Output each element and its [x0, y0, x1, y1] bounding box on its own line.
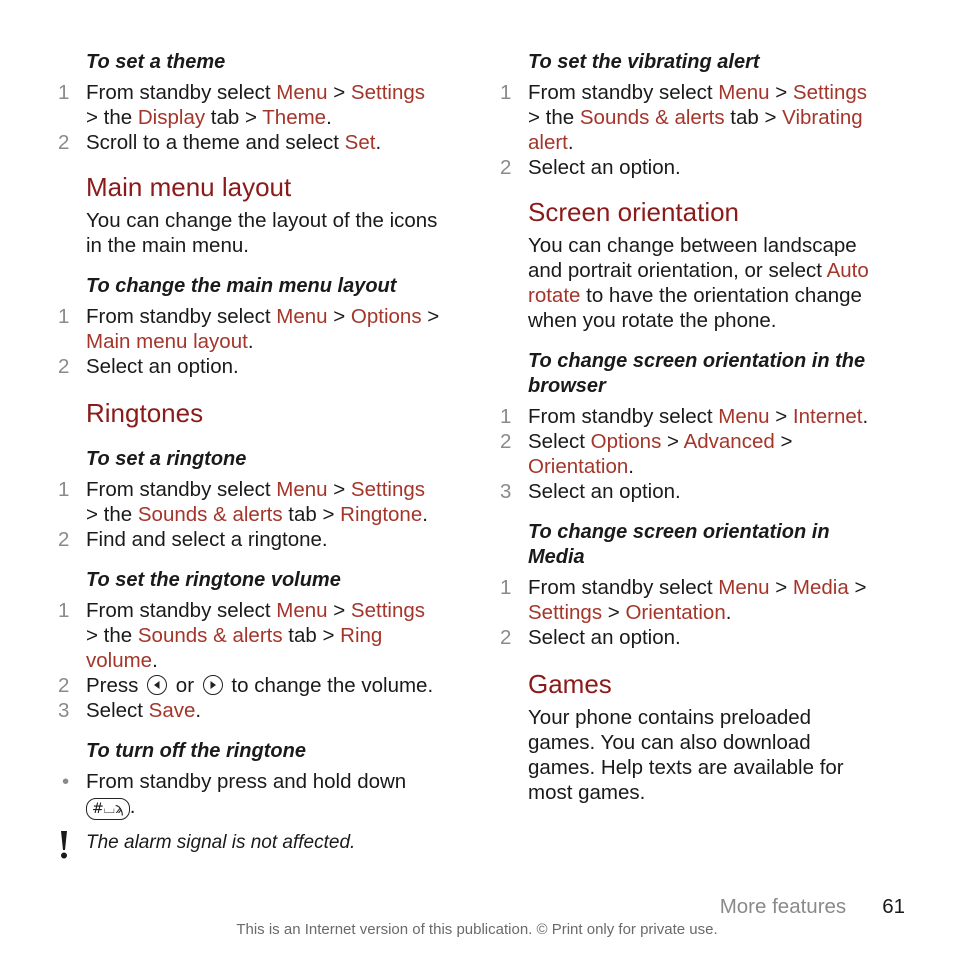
browser-orientation-step-3	[498, 479, 883, 504]
step-number: 1	[500, 81, 512, 104]
step-text: From standby select	[528, 576, 719, 599]
step-text: Select an option.	[528, 156, 681, 179]
section-name: More features	[719, 895, 847, 918]
menu-link: Menu	[276, 81, 328, 104]
step-number: 1	[58, 599, 70, 622]
separator: >	[848, 576, 867, 599]
step-text: From standby select	[86, 599, 277, 622]
separator: >	[769, 576, 793, 599]
step-text: Select	[528, 430, 591, 453]
media-orientation-step-2	[498, 625, 883, 650]
step-text: .	[129, 795, 136, 818]
sounds-alerts-link: Sounds & alerts	[137, 624, 283, 647]
turn-off-ringtone-title: To turn off the ringtone	[86, 740, 306, 762]
step-text: .	[375, 131, 382, 154]
step-text: From standby select	[86, 478, 277, 501]
separator: >	[602, 601, 626, 624]
screen-orientation-heading: Screen orientation	[528, 197, 740, 227]
step-number: 1	[500, 405, 512, 428]
settings-link: Settings	[350, 478, 425, 501]
options-link: Options	[350, 305, 422, 328]
menu-link: Menu	[276, 478, 328, 501]
separator: >	[327, 478, 351, 501]
media-link: Media	[792, 576, 849, 599]
set-ringtone-title: To set a ringtone	[86, 448, 247, 470]
note-text: The alarm signal is not affected.	[86, 832, 356, 853]
left-column	[56, 50, 441, 855]
step-text: tab >	[282, 624, 341, 647]
step-text: .	[422, 503, 428, 526]
vibrating-alert-link: Vibrating alert	[528, 106, 863, 154]
settings-link: Settings	[528, 601, 603, 624]
navigation-right-icon	[203, 675, 223, 695]
main-menu-heading: Main menu layout	[86, 172, 292, 202]
step-text: or	[170, 674, 200, 697]
page-number: 61	[882, 895, 905, 918]
settings-link: Settings	[350, 599, 425, 622]
browser-orientation-step-2	[498, 429, 883, 479]
step-text: Select	[86, 699, 149, 722]
options-link: Options	[590, 430, 662, 453]
theme-step-1	[56, 80, 441, 130]
separator: >	[327, 305, 351, 328]
step-text: .	[195, 699, 202, 722]
step-number: 2	[500, 430, 512, 453]
theme-link: Theme	[262, 106, 327, 129]
set-ringtone-step-1	[56, 477, 441, 527]
menu-link: Menu	[718, 81, 770, 104]
step-number: 3	[500, 480, 512, 503]
main-menu-layout-link: Main menu layout	[86, 330, 248, 353]
step-text: From standby select	[528, 405, 719, 428]
step-text: to change the volume.	[225, 674, 434, 697]
ringtone-link: Ringtone	[340, 503, 423, 526]
right-column	[498, 50, 883, 805]
step-text: tab >	[724, 106, 783, 129]
step-number: 2	[58, 674, 70, 697]
step-number: 2	[58, 131, 70, 154]
ringtone-volume-title: To set the ringtone volume	[86, 569, 341, 591]
ring-volume-link: Ring volume	[86, 624, 383, 672]
separator: >	[774, 430, 793, 453]
main-menu-step-1	[56, 304, 441, 354]
display-link: Display	[137, 106, 206, 129]
step-text: .	[247, 330, 254, 353]
menu-link: Menu	[718, 405, 770, 428]
internet-link: Internet	[792, 405, 863, 428]
ringtone-volume-step-2	[56, 673, 441, 698]
theme-title: To set a theme	[86, 51, 226, 73]
step-number: 1	[58, 478, 70, 501]
step-text: From standby select	[86, 305, 277, 328]
separator: >	[327, 599, 351, 622]
main-menu-step-2	[56, 354, 441, 379]
browser-orientation-title: To change screen orientation in the browser	[528, 350, 866, 397]
step-text: .	[725, 601, 732, 624]
step-text: .	[326, 106, 332, 129]
sounds-alerts-link: Sounds & alerts	[137, 503, 283, 526]
step-text: Find and select a ringtone.	[86, 528, 328, 551]
main-menu-paragraph: You can change the layout of the icons in the main menu.	[86, 209, 438, 257]
media-orientation-step-1	[498, 575, 883, 625]
set-ringtone-step-2	[56, 527, 441, 552]
ringtone-volume-step-3	[56, 698, 441, 723]
theme-step-2	[56, 130, 441, 155]
settings-link: Settings	[350, 81, 425, 104]
save-link: Save	[148, 699, 196, 722]
separator: >	[327, 81, 351, 104]
navigation-left-icon	[147, 675, 167, 695]
step-text: tab >	[205, 106, 263, 129]
vibrating-alert-step-2	[498, 155, 883, 180]
para-text: to have the orientation change when you rotate the phone.	[528, 284, 862, 332]
footer-disclaimer: This is an Internet version of this publication. © Print only for private use.	[236, 921, 718, 938]
page-footer	[720, 894, 905, 920]
separator: >	[421, 305, 440, 328]
bullet: •	[62, 770, 70, 793]
separator: >	[769, 405, 793, 428]
step-number: 1	[58, 81, 70, 104]
step-text: From standby press and hold down	[86, 770, 407, 793]
step-text: .	[628, 455, 634, 478]
ringtones-heading: Ringtones	[86, 398, 204, 428]
step-text: > the	[86, 503, 138, 526]
sounds-alerts-link: Sounds & alerts	[579, 106, 725, 129]
auto-rotate-link: Auto rotate	[528, 259, 869, 307]
step-text: Select an option.	[528, 626, 681, 649]
orientation-link: Orientation	[528, 455, 629, 478]
set-link: Set	[344, 131, 376, 154]
step-text: > the	[86, 624, 138, 647]
step-number: 1	[500, 576, 512, 599]
turn-off-ringtone-bullet	[56, 769, 441, 820]
step-number: 3	[58, 699, 70, 722]
step-text: tab >	[282, 503, 341, 526]
step-text: Scroll to a theme and select	[86, 131, 345, 154]
ringtone-volume-step-1	[56, 598, 441, 673]
separator: >	[661, 430, 684, 453]
screen-orientation-paragraph	[528, 233, 883, 333]
vibrating-alert-step-1	[498, 80, 883, 155]
media-orientation-title: To change screen orientation in Media	[528, 521, 830, 568]
orientation-link: Orientation	[625, 601, 726, 624]
menu-link: Menu	[276, 599, 328, 622]
step-text: > the	[86, 106, 138, 129]
games-heading: Games	[528, 669, 612, 699]
step-text: Select an option.	[86, 355, 239, 378]
para-text: You can change between landscape and portrait orientation, or select	[528, 234, 857, 282]
step-number: 2	[58, 528, 70, 551]
exclamation-icon	[60, 831, 68, 859]
step-text: .	[862, 405, 869, 428]
step-text: From standby select	[86, 81, 277, 104]
step-number: 1	[58, 305, 70, 328]
step-text: .	[567, 131, 574, 154]
menu-link: Menu	[276, 305, 328, 328]
advanced-link: Advanced	[683, 430, 775, 453]
step-text: .	[152, 649, 158, 672]
step-number: 2	[58, 355, 70, 378]
vibrating-alert-title: To set the vibrating alert	[528, 51, 760, 73]
main-menu-title: To change the main menu layout	[86, 275, 397, 297]
alarm-note	[86, 830, 441, 855]
step-text: From standby select	[528, 81, 719, 104]
separator: >	[769, 81, 793, 104]
step-text: > the	[528, 106, 580, 129]
step-number: 2	[500, 156, 512, 179]
step-text: Press	[86, 674, 145, 697]
browser-orientation-step-1	[498, 404, 883, 429]
step-text: Select an option.	[528, 480, 681, 503]
hash-key-icon: #⌴ϡ	[86, 798, 130, 820]
settings-link: Settings	[792, 81, 867, 104]
step-number: 2	[500, 626, 512, 649]
menu-link: Menu	[718, 576, 770, 599]
games-paragraph: Your phone contains preloaded games. You can also download games. Help texts are available for most games.	[528, 706, 844, 804]
